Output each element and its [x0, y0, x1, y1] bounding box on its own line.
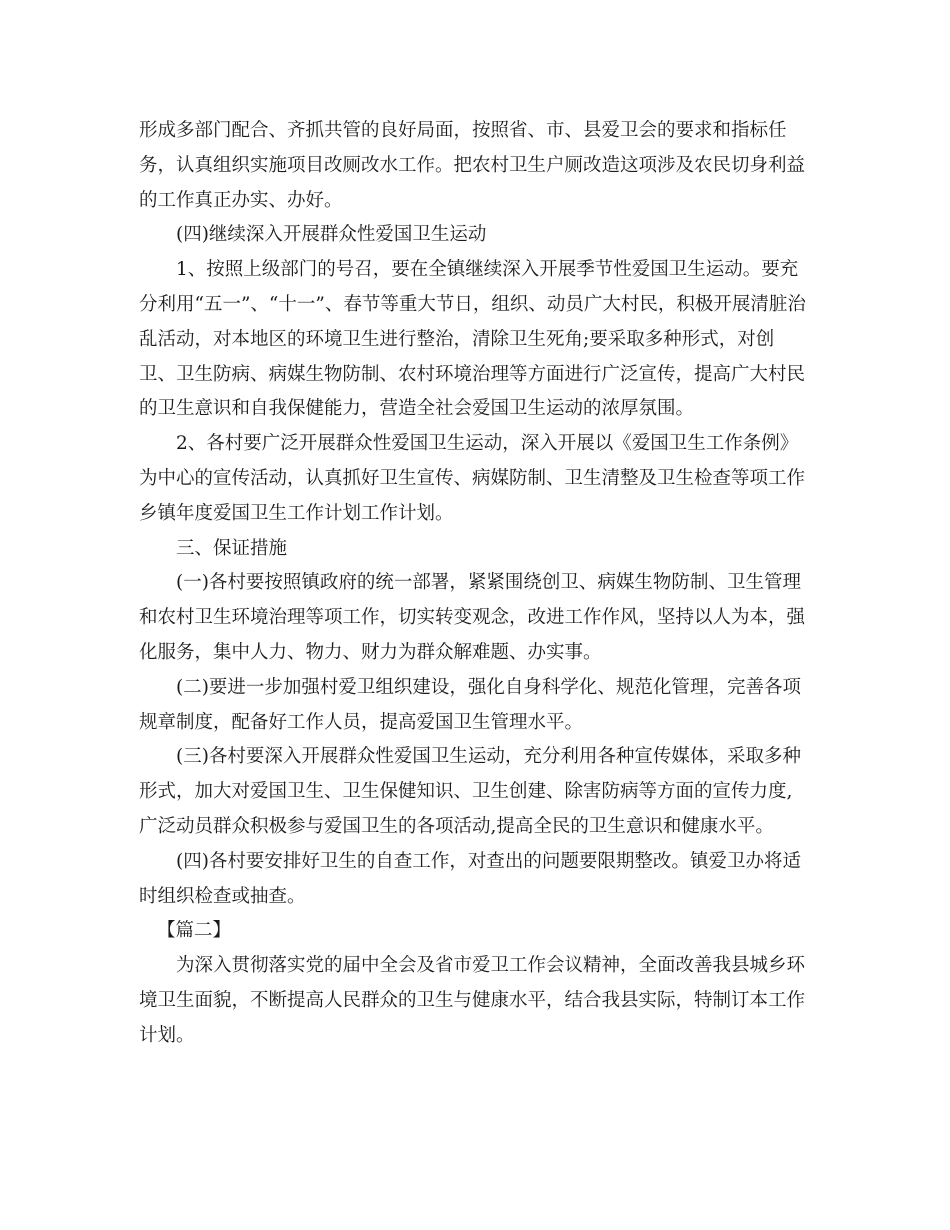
- text-line: 乱活动，对本地区的环境卫生进行整治，清除卫生死角;要采取多种形式，对创: [139, 328, 775, 350]
- text-line: (二)要进一步加强村爱卫组织建设，强化自身科学化、规范化管理，完善各项: [176, 676, 801, 698]
- text-line: 分利用“五一”、“十一”、春节等重大节日，组织、动员广大村民，积极开展清脏治: [139, 293, 806, 315]
- text-line: 为中心的宣传活动，认真抓好卫生宣传、病媒防制、卫生清整及卫生检查等项工作: [139, 467, 806, 489]
- text-line: 规章制度，配备好工作人员，提高爱国卫生管理水平。: [139, 711, 584, 733]
- text-line: 形成多部门配合、齐抓共管的良好局面，按照省、市、县爱卫会的要求和指标任: [139, 120, 787, 141]
- text-line: (四)各村要安排好卫生的自查工作，对查出的问题要限期整改。镇爱卫办将适: [176, 850, 801, 872]
- document-body: [139, 114, 811, 1054]
- text-line: (三)各村要深入开展群众性爱国卫生运动，充分利用各种宣传媒体，采取多种: [176, 746, 801, 768]
- text-line: 为深入贯彻落实党的届中全会及省市爱卫工作会议精神，全面改善我县城乡环: [176, 955, 806, 977]
- chapter-heading: 【篇二】: [157, 920, 232, 942]
- text-line: 广泛动员群众积极参与爱国卫生的各项活动,提高全民的卫生意识和健康水平。: [139, 815, 774, 837]
- text-line: 1、按照上级部门的号召，要在全镇继续深入开展季节性爱国卫生运动。要充: [176, 259, 799, 281]
- text-line: 境卫生面貌，不断提高人民群众的卫生与健康水平，结合我县实际，特制订本工作: [139, 989, 806, 1011]
- text-line: 2、各村要广泛开展群众性爱国卫生运动，深入开展以《爱国卫生工作条例》: [176, 433, 799, 455]
- section-heading: (四)继续深入开展群众性爱国卫生运动: [176, 224, 487, 246]
- text-line: (一)各村要按照镇政府的统一部署，紧紧围绕创卫、病媒生物防制、卫生管理: [176, 572, 801, 594]
- text-line: 务，认真组织实施项目改厕改水工作。把农村卫生户厕改造这项涉及农民切身利益: [139, 154, 806, 176]
- text-line: 形式，加大对爱国卫生、卫生保健知识、卫生创建、除害防病等方面的宣传力度,: [139, 781, 793, 803]
- section-heading: 三、保证措施: [176, 537, 288, 559]
- text-line: 乡镇年度爱国卫生工作计划工作计划。: [139, 502, 454, 524]
- text-line: 的工作真正办实、办好。: [139, 189, 343, 211]
- text-line: 计划。: [139, 1024, 195, 1046]
- text-line: 卫、卫生防病、病媒生物防制、农村环境治理等方面进行广泛宣传，提高广大村民: [139, 363, 806, 385]
- text-line: 的卫生意识和自我保健能力，营造全社会爱国卫生运动的浓厚氛围。: [139, 398, 695, 420]
- text-line: 和农村卫生环境治理等项工作，切实转变观念，改进工作作风，坚持以人为本，强: [139, 607, 806, 629]
- text-line: 时组织检查或抽查。: [139, 885, 306, 907]
- text-line: 化服务，集中人力、物力、财力为群众解难题、办实事。: [139, 641, 602, 663]
